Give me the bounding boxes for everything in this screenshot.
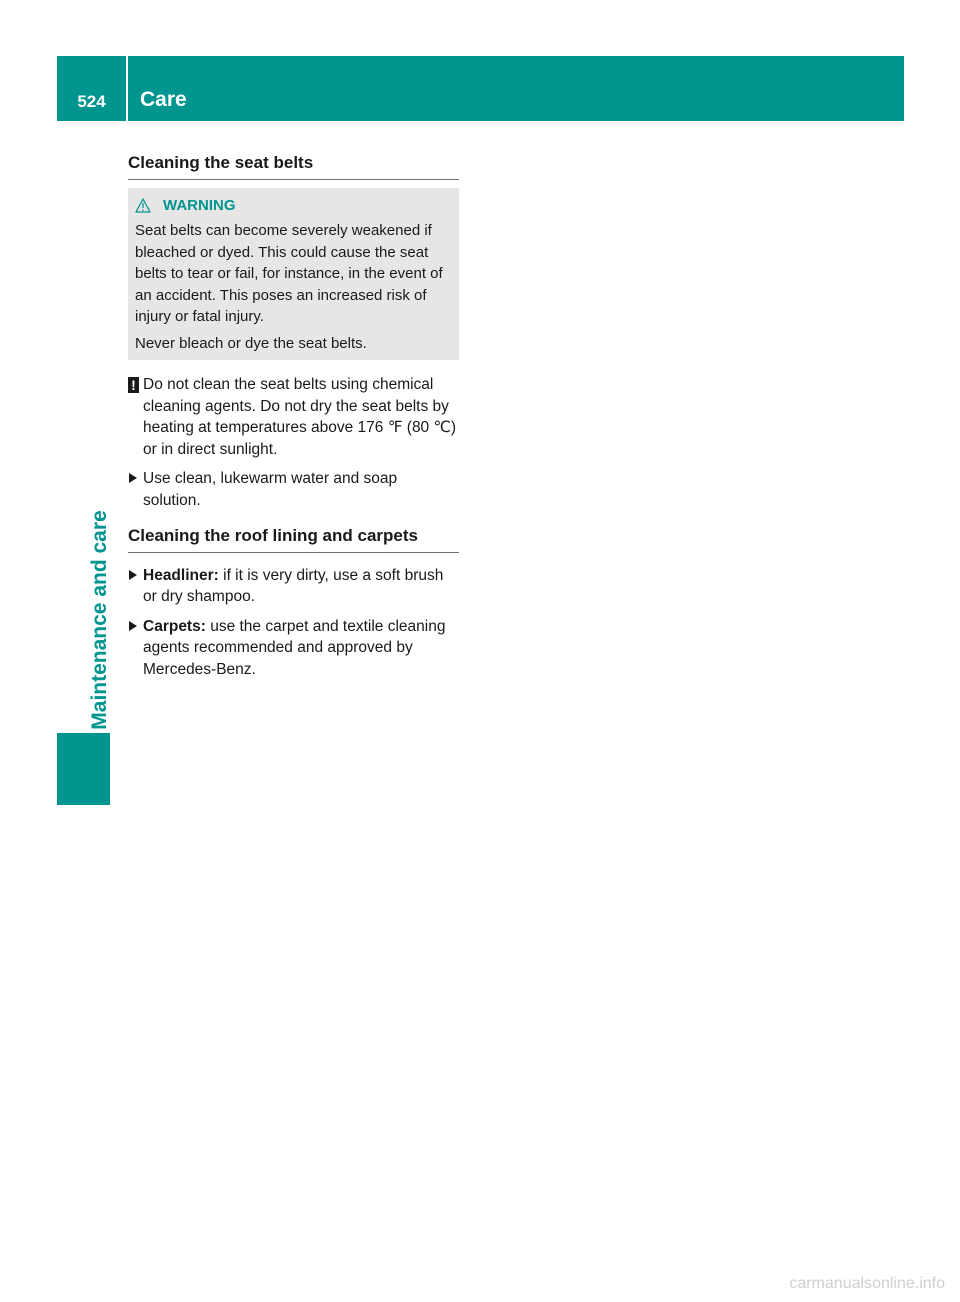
step-text: Use clean, lukewarm water and soap solution. (143, 470, 398, 509)
headliner-text: if it is very dirty, use a soft brush or dry shampoo. (143, 566, 444, 605)
header-divider (126, 56, 128, 121)
warning-instruction: Never bleach or dye the seat belts. (135, 334, 367, 352)
arrow-bullet-icon (129, 621, 137, 631)
instruction-step (128, 468, 459, 511)
carpets-text: use the carpet and textile cleaning agents recommended and approved by Mercedes-Benz. (143, 617, 446, 678)
side-tab-label: Maintenance and care (88, 510, 111, 730)
warning-text: Seat belts can become severely weakened if bleached or dyed. This could cause the seat belts to tear or fail, for instance, in the event of an accident. This poses an increased risk of injury or fatal injury. (135, 222, 443, 325)
section-title: Care (140, 88, 187, 111)
seat-belts-heading: Cleaning the seat belts (128, 152, 459, 180)
instruction-step-carpets (128, 616, 459, 681)
roof-lining-heading: Cleaning the roof lining and carpets (128, 525, 459, 553)
page-header (57, 56, 904, 121)
note-text: Do not clean the seat belts using chemical cleaning agents. Do not dry the seat belts by heating at temperatures above 176 ℉ (80 ℃) or in direct sunlight. (143, 376, 457, 458)
instruction-step-headliner (128, 565, 459, 608)
main-content (128, 152, 459, 680)
arrow-bullet-icon (129, 570, 137, 580)
note-item (128, 374, 459, 460)
page-number: 524 (77, 92, 106, 111)
warning-triangle-icon (135, 198, 151, 213)
side-tab-marker (57, 733, 110, 805)
warning-title-row (135, 195, 451, 217)
arrow-bullet-icon (129, 473, 137, 483)
warning-box (128, 188, 459, 361)
headliner-label: Headliner: (143, 566, 219, 584)
exclamation-icon: ! (128, 377, 139, 393)
warning-title: WARNING (163, 196, 236, 214)
carpets-label: Carpets: (143, 617, 206, 635)
side-tab (85, 490, 115, 750)
footer-watermark: carmanualsonline.info (789, 1275, 945, 1292)
